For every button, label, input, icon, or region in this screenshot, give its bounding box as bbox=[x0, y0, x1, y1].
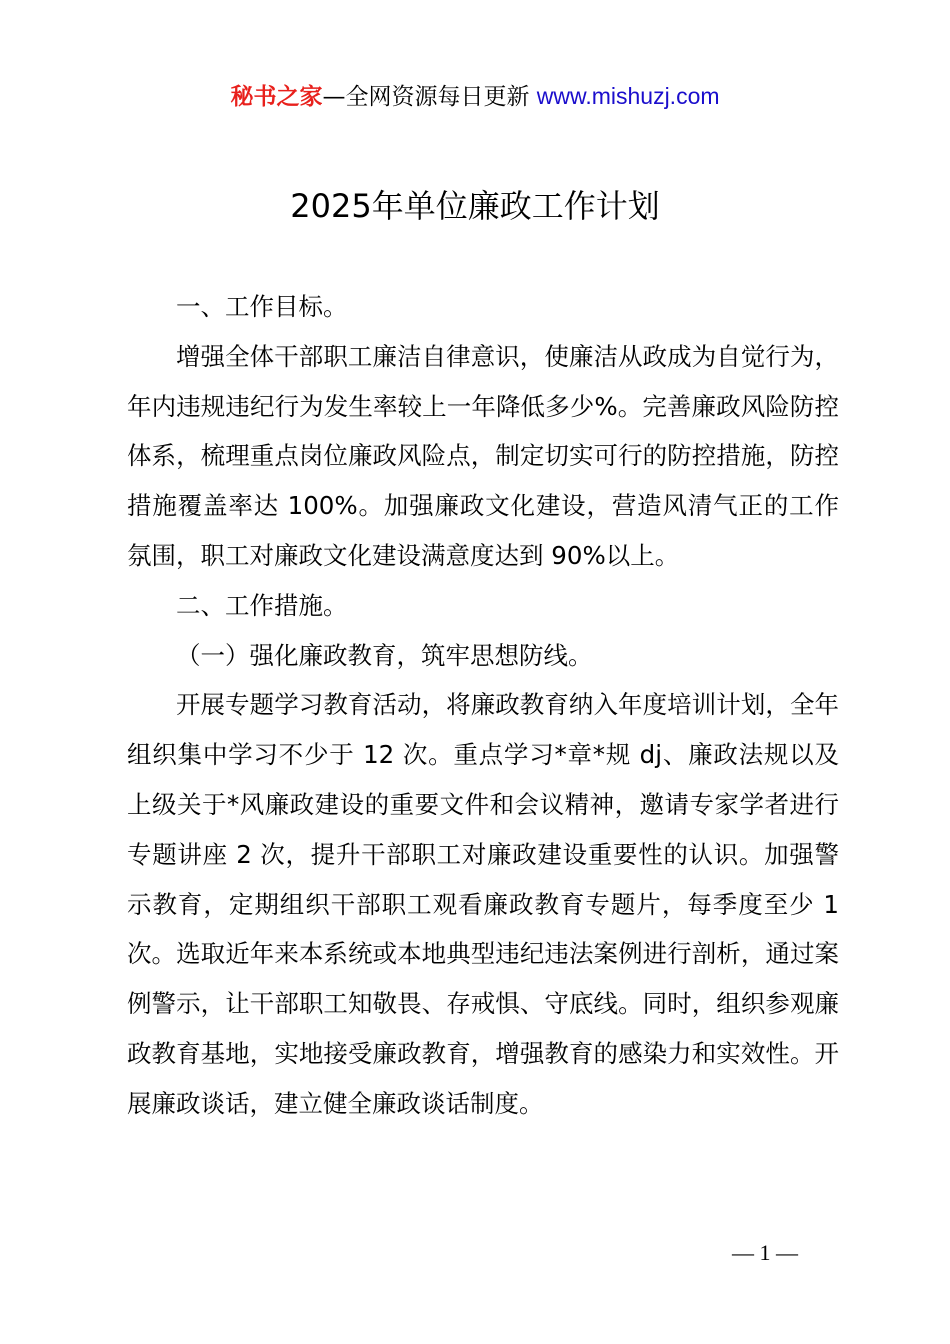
paragraph-goals: 增强全体干部职工廉洁自律意识，使廉洁从政成为自觉行为，年内违规违纪行为发生率较上一年降低多少%。完善廉政风险防控体系，梳理重点岗位廉政风险点，制定切实可行的防控措施，防控措施覆盖率达 100%。加强廉政文化建设，营造风清气正的工作氛围，职工对廉政文化建设满意度达到 90%以上。 bbox=[127, 341, 839, 570]
site-tagline: —全网资源每日更新 bbox=[322, 84, 537, 110]
document-body bbox=[127, 282, 839, 1129]
site-header bbox=[0, 80, 950, 113]
site-brand: 秘书之家 bbox=[230, 84, 323, 110]
page-number: — 1 — bbox=[732, 1240, 798, 1265]
section-heading-measures: 二、工作措施。 bbox=[176, 590, 348, 620]
subsection-heading-education: （一）强化廉政教育，筑牢思想防线。 bbox=[176, 640, 593, 670]
section-heading-goals: 一、工作目标。 bbox=[176, 292, 348, 321]
document-title: 2025年单位廉政工作计划 bbox=[290, 187, 660, 225]
site-url-link[interactable]: www.mishuzj.com bbox=[536, 83, 720, 109]
paragraph-education: 开展专题学习教育活动，将廉政教育纳入年度培训计划，全年组织集中学习不少于 12 次。重点学习*章*规 dj、廉政法规以及上级关于*风廉政建设的重要文件和会议精神，邀请专家学者进行专题讲座 2 次，提升干部职工对廉政建设重要性的认识。加强警示教育，定期组织干部职工观看廉政教育专题片，每季度至少 1 次。选取近年来本系统或本地典型违纪违法案例进行剖析，通过案例警示，让干部职工知敬畏、存戒惧、守底线。同时，组织参观廉政教育基地，实地接受廉政教育，增强教育的感染力和实效性。开展廉政谈话，建立健全廉政谈话制度。 bbox=[127, 690, 839, 1118]
